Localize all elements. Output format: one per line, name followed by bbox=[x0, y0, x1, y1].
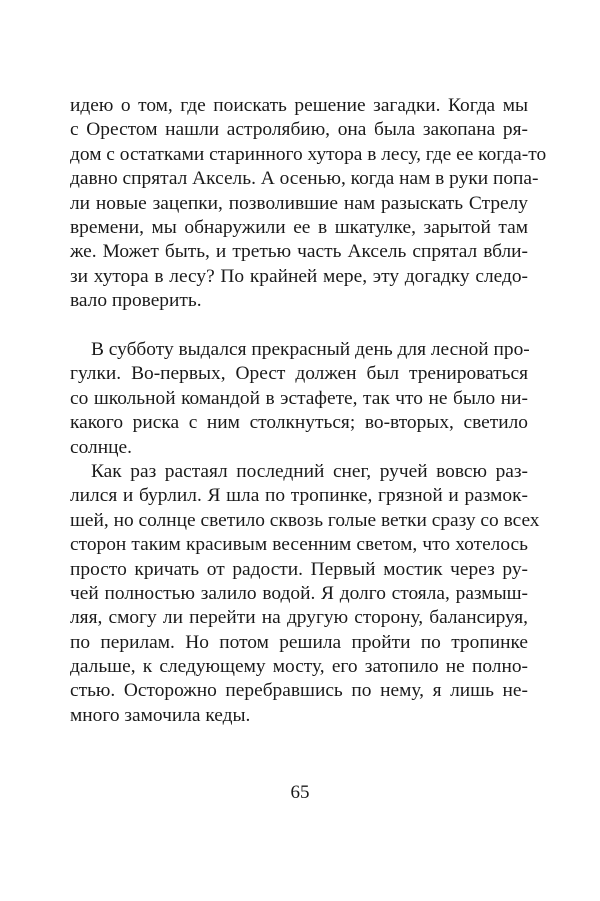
text-line: ли новые зацепки, позволившие нам разыскать Стрелу bbox=[70, 192, 528, 214]
text-line: давно спрятал Аксель. А осенью, когда нам в руки попа- bbox=[70, 168, 539, 190]
text-line: идею о том, где поискать решение загадки. Когда мы bbox=[70, 95, 528, 116]
text-line: со школьной командой в эстафете, так что не было ни- bbox=[70, 387, 528, 409]
text-line: чей полностью залило водой. Я долго стояла, размыш- bbox=[70, 582, 528, 604]
text-line: какого риска с ним столкнуться; во-вторых, светило bbox=[70, 412, 528, 434]
text-line: дальше, к следующему мосту, его затопило не полно- bbox=[70, 656, 528, 678]
text-line: по перилам. Но потом решила пройти по тропинке bbox=[70, 631, 528, 653]
text-line: сторон таким красивым весенним светом, что хотелось bbox=[70, 534, 528, 556]
text-line: зи хутора в лесу? По крайней мере, эту догадку следо- bbox=[70, 265, 528, 287]
text-line: ляя, смогу ли перейти на другую сторону, балансируя, bbox=[70, 607, 528, 629]
paragraph-continued bbox=[70, 94, 547, 314]
paragraph-saturday bbox=[70, 338, 528, 460]
text-line: времени, мы обнаружили ее в шкатулке, зарытой там bbox=[70, 216, 528, 238]
text-line: В субботу выдался прекрасный день для лесной про- bbox=[91, 339, 530, 360]
text-line: вало проверить. bbox=[70, 290, 202, 312]
text-line: гулки. Во-первых, Орест должен был тренироваться bbox=[70, 363, 528, 385]
text-line: много замочила кеды. bbox=[70, 704, 251, 726]
text-line: шей, но солнце светило сквозь голые ветки сразу со всех bbox=[70, 509, 540, 531]
text-line: просто кричать от радости. Первый мостик через ру- bbox=[70, 558, 528, 580]
text-line: Как раз растаял последний снег, ручей вовсю раз- bbox=[91, 460, 528, 482]
text-line: лился и бурлил. Я шла по тропинке, грязной и размок- bbox=[70, 485, 528, 507]
text-line: солнце. bbox=[70, 436, 132, 458]
page-number: 65 bbox=[290, 782, 310, 803]
paragraph-snow-melted bbox=[70, 460, 540, 728]
text-line: с Орестом нашли астролябию, она была закопана ря- bbox=[70, 119, 528, 141]
text-line: же. Может быть, и третью часть Аксель спрятал вбли- bbox=[70, 241, 528, 263]
body-paragraphs bbox=[70, 338, 540, 728]
text-line: стью. Осторожно перебравшись по нему, я лишь не- bbox=[70, 680, 528, 702]
text-line: дом с остатками старинного хутора в лесу, где ее когда-то bbox=[70, 143, 547, 165]
